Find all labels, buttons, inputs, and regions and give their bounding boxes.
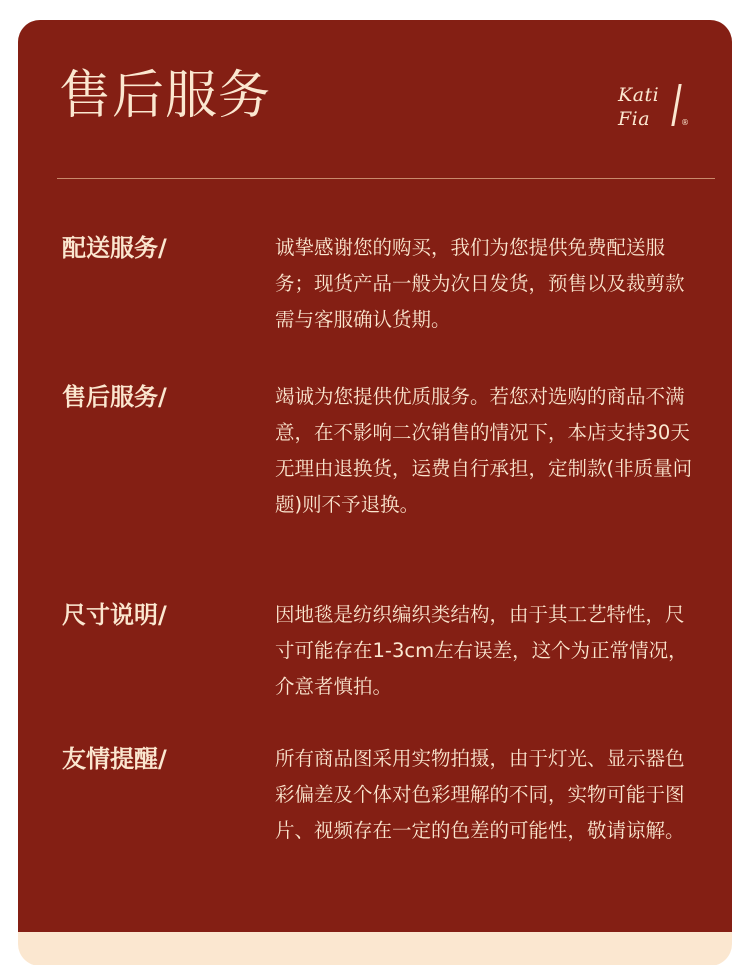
logo-text-line-1: Kati: [618, 84, 660, 106]
section-text-delivery: 诚挚感谢您的购买，我们为您提供免费配送服务；现货产品一般为次日发货，预售以及裁剪款需与客服确认货期。: [275, 236, 685, 331]
registered-mark: ®: [681, 118, 689, 127]
section-text-after-sales: 竭诚为您提供优质服务。若您对选购的商品不满意，在不影响二次销售的情况下，本店支持30天无理由退换货，运费自行承担，定制款(非质量问题)则不予退换。: [275, 385, 693, 516]
section-label-size: 尺寸说明/: [62, 601, 167, 629]
brand-logo: [618, 82, 690, 132]
page-title: 售后服务: [59, 66, 272, 126]
section-label-delivery: 配送服务/: [62, 234, 167, 262]
logo-text-line-2: Fia: [618, 108, 651, 130]
after-sales-card: [18, 20, 732, 965]
after-sales-panel: [18, 20, 732, 932]
section-label-after-sales: 售后服务/: [62, 383, 167, 411]
section-text-size: 因地毯是纺织编织类结构，由于其工艺特性，尺寸可能存在1-3cm左右误差，这个为正常情况，介意者慎拍。: [275, 603, 688, 698]
header-divider: [57, 178, 715, 179]
section-text-reminder: 所有商品图采用实物拍摄，由于灯光、显示器色彩偏差及个体对色彩理解的不同，实物可能于图片、视频存在一定的色差的可能性，敬请谅解。: [275, 747, 685, 842]
section-label-reminder: 友情提醒/: [62, 745, 167, 773]
